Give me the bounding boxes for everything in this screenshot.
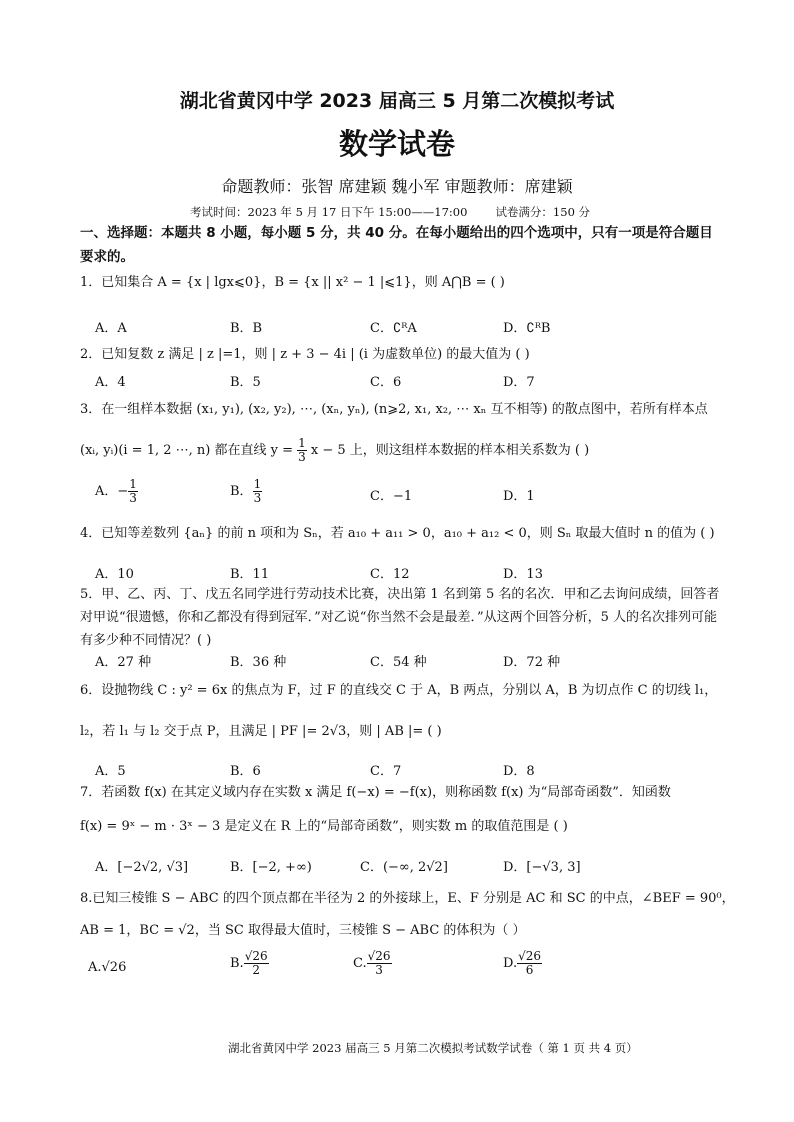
- option-b: B．5: [230, 375, 261, 390]
- option-b: B． $\frac{1}{3}$: [230, 477, 262, 505]
- option-a: A．− $\frac{1}{3}$: [95, 477, 137, 505]
- option-c: C．6: [370, 375, 402, 390]
- question-8-line-1: 8.已知三棱锥 S − ABC 的四个顶点都在半径为 2 的外接球上，E、F 分别是 AC 和 SC 的中点，∠BEF = 90⁰，: [80, 891, 735, 906]
- section-heading: 一、选择题：本题共 8 小题，每小题 5 分，共 40 分。在每小题给出的四个选项中，只有一项是符合题目要求的。: [80, 225, 713, 265]
- question-5: 5．甲、乙、丙、丁、戊五名同学进行劳动技术比赛，决出第 1 名到第 5 名的名次．甲和乙去询问成绩，回答者对甲说“很遗憾，你和乙都没有得到冠军．”对乙说“你当然不会是最差．”从这两个回答分析，5 人的名次排列可能有多少种不同情况？( ): [80, 587, 720, 648]
- option-b: B．36 种: [230, 655, 287, 670]
- option-b: B．11: [230, 567, 270, 582]
- option-d: D．[−√3, 3]: [503, 860, 581, 875]
- full-score: 试卷满分：150 分: [495, 205, 591, 219]
- option-c: C．54 种: [370, 655, 427, 670]
- option-a: A．27 种: [95, 655, 152, 670]
- question-7-line-2: f(x) = 9ˣ − m · 3ˣ − 3 是定义在 R 上的“局部奇函数”，则实数 m 的取值范围是 ( ): [80, 819, 568, 834]
- option-d: D．7: [503, 375, 535, 390]
- option-c: C．(−∞, 2√2]: [360, 860, 448, 875]
- option-a: A．A: [95, 321, 127, 336]
- exam-info: [190, 204, 590, 220]
- question-8-line-2: AB = 1，BC = √2，当 SC 取得最大值时，三棱锥 S − ABC 的体积为（ ）: [80, 923, 526, 938]
- option-c: C．∁ᴿA: [370, 321, 417, 336]
- question-4: 4．已知等差数列 {aₙ} 的前 n 项和为 Sₙ，若 a₁₀ + a₁₁ > 0，a₁₀ + a₁₂ < 0，则 Sₙ 取最大值时 n 的值为 ( ): [80, 526, 715, 541]
- option-b: B. $\frac{√26}{2}$: [230, 949, 268, 977]
- option-a: A．10: [95, 567, 134, 582]
- option-d: D．13: [503, 567, 543, 582]
- question-2: 2．已知复数 z 满足 | z |=1，则 | z + 3 − 4i | (i 为虚数单位) 的最大值为 ( ): [80, 347, 530, 362]
- option-a: A．4: [95, 375, 126, 390]
- option-c: C．12: [370, 567, 410, 582]
- subject-title: 数学试卷: [338, 127, 455, 161]
- question-3-line-2: (xᵢ, yᵢ)(i = 1, 2 ⋯, n) 都在直线 y = $\frac{1}{3}$ x − 5 上，则这组样本数据的样本相关系数为 ( ): [80, 436, 590, 464]
- exam-time: 考试时间：2023 年 5 月 17 日下午 15:00——17:00: [190, 205, 468, 219]
- exam-title: 湖北省黄冈中学 2023 届高三 5 月第二次模拟考试: [179, 90, 615, 112]
- question-7-line-1: 7．若函数 f(x) 在其定义域内存在实数 x 满足 f(−x) = −f(x)，则称函数 f(x) 为“局部奇函数”．知函数: [80, 785, 671, 800]
- question-6-line-1: 6．设抛物线 C : y² = 6x 的焦点为 F，过 F 的直线交 C 于 A，B 两点，分别以 A，B 为切点作 C 的切线 l₁，: [80, 683, 718, 698]
- option-c: C．−1: [370, 489, 413, 504]
- option-d: D．1: [503, 489, 535, 504]
- option-b: B．B: [230, 321, 263, 336]
- option-d: D．72 种: [503, 655, 561, 670]
- option-d: D. $\frac{√26}{6}$: [503, 949, 542, 977]
- option-b: B．6: [230, 764, 261, 779]
- question-3-line-1: 3．在一组样本数据 (x₁, y₁), (x₂, y₂), ⋯, (xₙ, yₙ), (n⩾2, x₁, x₂, ⋯ xₙ 互不相等) 的散点图中，若所有样本点: [80, 402, 708, 417]
- option-a: A．[−2√2, √3]: [95, 860, 189, 875]
- option-d: D．∁ᴿB: [503, 321, 551, 336]
- question-1: 1．已知集合 A = {x | lgx⩽0}，B = {x || x² − 1 |⩽1}，则 A⋂B = ( ): [80, 275, 505, 290]
- option-c: C. $\frac{√26}{3}$: [353, 949, 391, 977]
- question-6-line-2: l₂，若 l₁ 与 l₂ 交于点 P，且满足 | PF |= 2√3，则 | AB |= ( ): [80, 724, 442, 739]
- option-c: C．7: [370, 764, 402, 779]
- option-a: A．5: [95, 764, 126, 779]
- page-footer: 湖北省黄冈中学 2023 届高三 5 月第二次模拟考试数学试卷（ 第 1 页 共 4 页）: [228, 1041, 638, 1055]
- option-d: D．8: [503, 764, 535, 779]
- teacher-line: 命题教师：张智 席建颖 魏小军 审题教师：席建颖: [221, 177, 573, 196]
- fraction: $\frac{1}{3}$: [298, 436, 306, 464]
- option-b: B．[−2, +∞): [230, 860, 312, 875]
- option-a: A.√26: [88, 960, 127, 975]
